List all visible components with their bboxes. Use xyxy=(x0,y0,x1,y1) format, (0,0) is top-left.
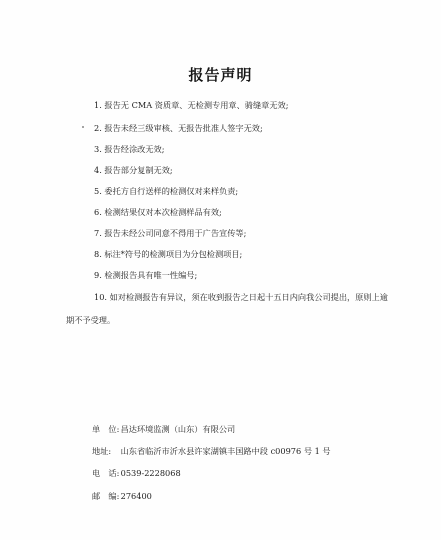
clause-5: 5. 委托方自行送样的检测仅对来样负责; xyxy=(94,186,239,196)
clause-10-line2: 期不予受理。 xyxy=(66,315,116,325)
contact-postcode xyxy=(92,490,152,502)
scan-speck xyxy=(82,126,84,128)
clause-8: 8. 标注*符号的检测项目为分包检测项目; xyxy=(94,249,243,259)
address-value: 山东省临沂市沂水县许家湖镇丰国路中段 c00976 号 1 号 xyxy=(120,446,331,456)
page-title: 报告声明 xyxy=(188,66,253,84)
contact-phone xyxy=(92,467,181,479)
postcode-label: 邮 编: xyxy=(92,491,120,501)
clause-7: 7. 报告未经公司同意不得用于广告宣传等; xyxy=(94,228,247,238)
unit-label: 单 位: xyxy=(92,424,120,434)
clause-1: 1. 报告无 CMA 资质章、无检测专用章、骑缝章无效; xyxy=(94,100,289,110)
contact-address xyxy=(92,445,331,457)
clause-6: 6. 检测结果仅对本次检测样品有效; xyxy=(94,207,222,217)
clause-10-line1: 10. 如对检测报告有异议，须在收到报告之日起十五日内向我公司提出，原则上逾 xyxy=(94,292,388,302)
clause-9: 9. 检测报告具有唯一性编号; xyxy=(94,270,198,280)
address-label: 地址: xyxy=(92,446,112,456)
phone-label: 电 话: xyxy=(92,468,120,478)
clause-3: 3. 报告经涂改无效; xyxy=(94,144,165,154)
contact-unit xyxy=(92,423,235,435)
clause-2: 2. 报告未经三级审核、无报告批准人签字无效; xyxy=(94,123,263,133)
phone-value: 0539-2228068 xyxy=(120,468,181,478)
unit-value: 昌达环境监测（山东）有限公司 xyxy=(120,424,236,434)
clause-4: 4. 报告部分复制无效; xyxy=(94,165,173,175)
postcode-value: 276400 xyxy=(120,491,152,501)
